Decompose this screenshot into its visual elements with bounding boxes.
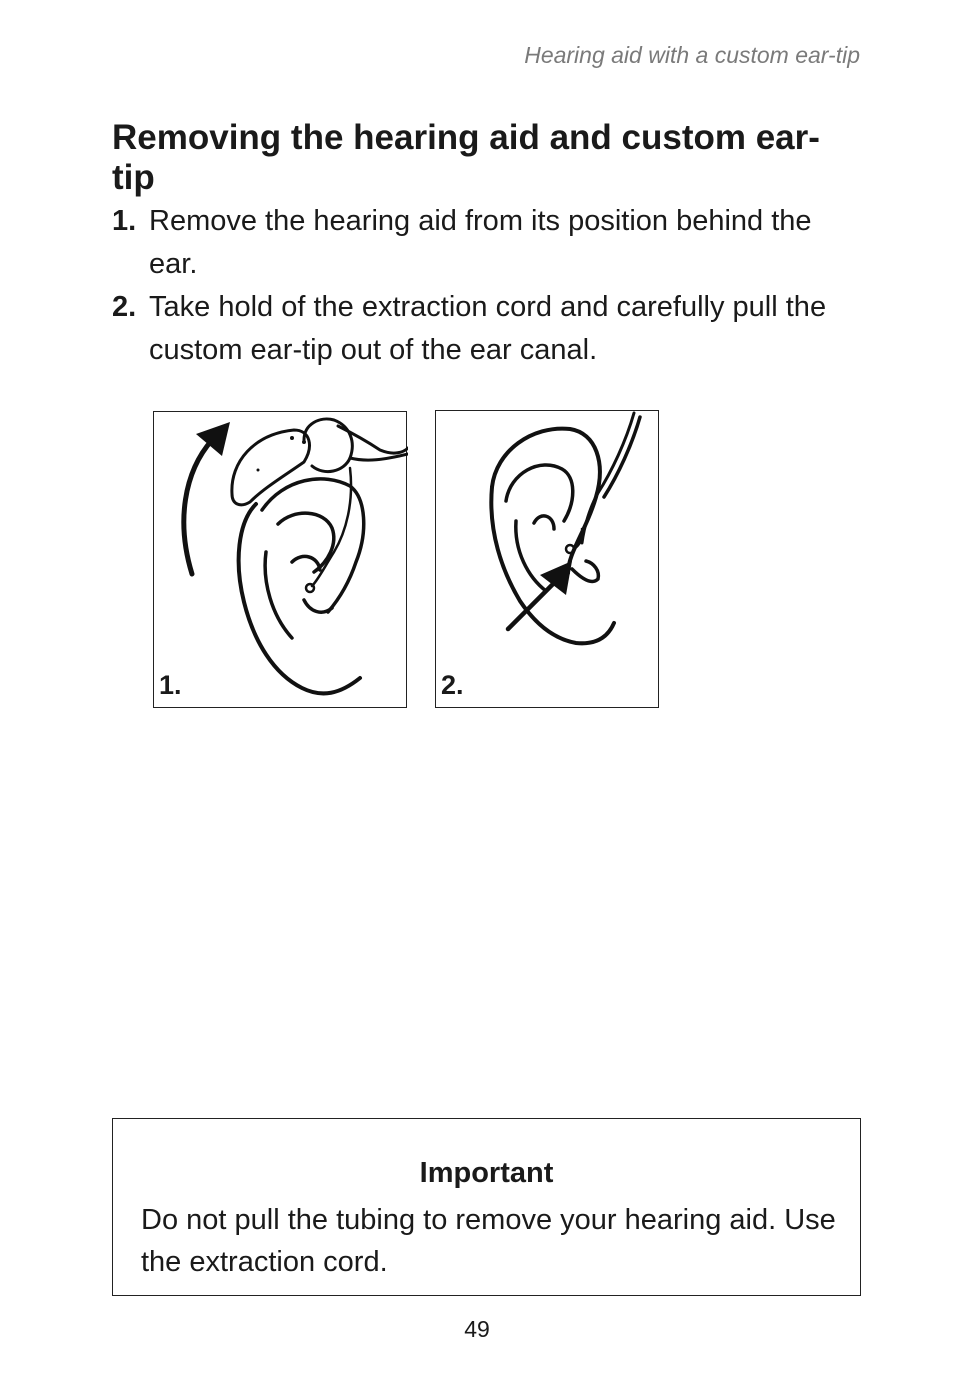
step-list (112, 200, 852, 372)
hearing-aid-icon (232, 430, 310, 505)
curved-arrow-icon (184, 440, 212, 574)
pointer-arrow-icon (508, 581, 556, 629)
figure-pull-ear-tip (435, 410, 659, 708)
step-item (112, 200, 852, 286)
running-head: Hearing aid with a custom ear-tip (524, 42, 860, 68)
ear-outline-icon (492, 429, 600, 573)
section-title: Removing the hearing aid and custom ear-tip (112, 118, 820, 197)
figure-label: 1. (159, 670, 182, 700)
ear-with-extraction-cord-illustration (436, 411, 660, 709)
notice-title: Important (419, 1157, 554, 1189)
tubing-icon (582, 413, 634, 543)
page-number: 49 (464, 1316, 490, 1342)
ear-tip-icon (306, 584, 314, 592)
notice-text: Do not pull the tubing to remove your hearing aid. Use the extraction cord. (141, 1204, 836, 1278)
figure-label: 2. (441, 670, 464, 700)
step-item (112, 286, 852, 372)
figure-remove-hearing-aid (153, 411, 407, 708)
ear-with-hearing-aid-illustration (154, 412, 408, 709)
step-text: Take hold of the extraction cord and carefully pull the custom ear-tip out of the ear canal. (149, 291, 827, 366)
thumb-icon (304, 419, 352, 472)
step-text: Remove the hearing aid from its position behind the ear. (149, 205, 812, 280)
step-number: 2. (112, 291, 137, 323)
step-number: 1. (112, 205, 137, 237)
important-notice (112, 1118, 861, 1296)
ear-outline-icon (239, 504, 360, 693)
